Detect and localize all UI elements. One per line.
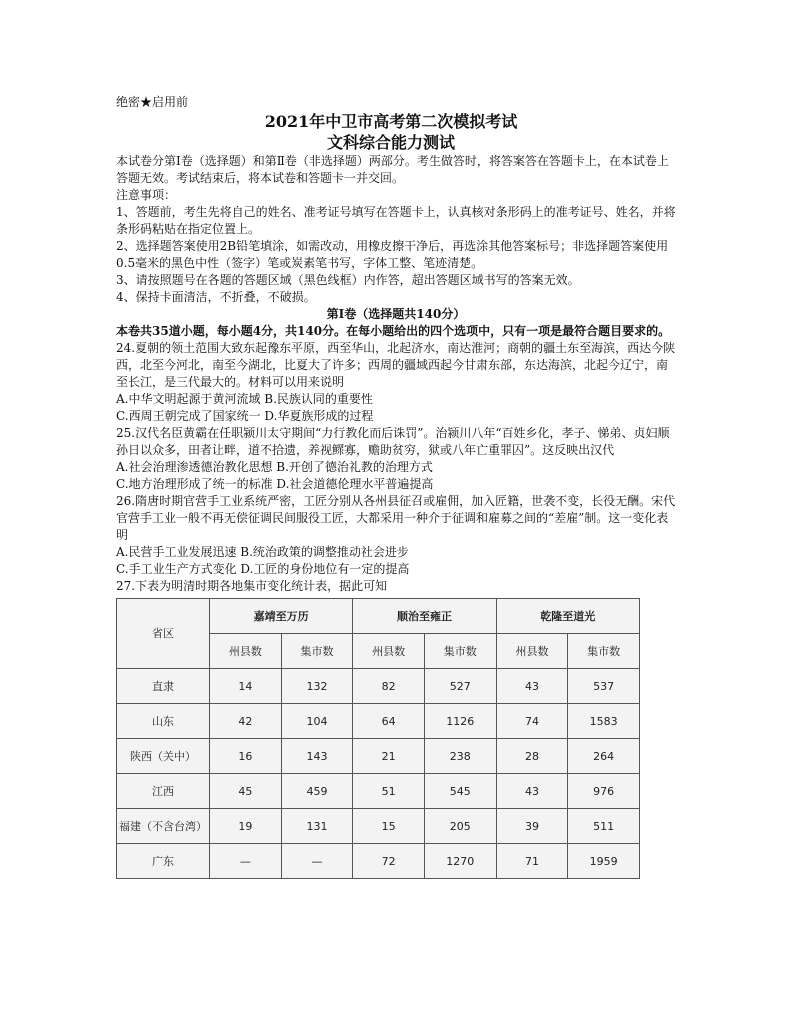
table-subheader: 州县数 bbox=[353, 634, 425, 669]
question-24-option: C.西周王朝完成了国家统一 D.华夏族形成的过程 bbox=[116, 409, 374, 423]
table-cell: 1126 bbox=[424, 704, 496, 739]
table-cell: 15 bbox=[353, 809, 425, 844]
table-cell-province: 山东 bbox=[117, 704, 210, 739]
notice-item: 1、答题前，考生先将自己的姓名、准考证号填写在答题卡上，认真核对条形码上的准考证号、姓名，并将条形码粘贴在指定位置上。 bbox=[116, 205, 676, 236]
notice-title: 注意事项： bbox=[116, 188, 177, 202]
instructions-intro: 本试卷分第Ⅰ卷（选择题）和第Ⅱ卷（非选择题）两部分。考生做答时，将答案答在答题卡上，在本试卷上答题无效。考试结束后，将本试卷和答题卡一并交回。 bbox=[116, 154, 669, 185]
question-26-option: A.民营手工业发展迅速 B.统治政策的调整推动社会进步 bbox=[116, 545, 409, 559]
table-cell: 1583 bbox=[568, 704, 640, 739]
table-cell: 39 bbox=[496, 809, 568, 844]
question-26-option: C.手工业生产方式变化 D.工匠的身份地位有一定的提高 bbox=[116, 562, 410, 576]
table-cell: 545 bbox=[424, 774, 496, 809]
table-subheader: 州县数 bbox=[496, 634, 568, 669]
table-cell-province: 江西 bbox=[117, 774, 210, 809]
exam-subtitle: 文科综合能力测试 bbox=[326, 133, 455, 152]
table-cell: 132 bbox=[281, 669, 353, 704]
table-cell: 82 bbox=[353, 669, 425, 704]
notice-item: 4、保持卡面清洁，不折叠，不破损。 bbox=[116, 290, 316, 304]
table-cell: 51 bbox=[353, 774, 425, 809]
table-row bbox=[117, 844, 640, 879]
table-cell: 16 bbox=[210, 739, 282, 774]
table-cell: 42 bbox=[210, 704, 282, 739]
notice-item: 3、请按照题号在各题的答题区域（黑色线框）内作答，超出答题区域书写的答案无效。 bbox=[116, 273, 580, 287]
table-cell: 537 bbox=[568, 669, 640, 704]
table-header-province: 省区 bbox=[117, 599, 210, 669]
table-cell-province: 陕西（关中） bbox=[117, 739, 210, 774]
table-cell: 43 bbox=[496, 774, 568, 809]
table-header-period: 顺治至雍正 bbox=[353, 599, 496, 634]
market-statistics-table bbox=[116, 598, 640, 879]
table-cell: 1270 bbox=[424, 844, 496, 879]
table-subheader: 州县数 bbox=[210, 634, 282, 669]
table-cell: 72 bbox=[353, 844, 425, 879]
table-cell: 238 bbox=[424, 739, 496, 774]
exam-content bbox=[116, 94, 676, 879]
table-row bbox=[117, 739, 640, 774]
table-cell: 131 bbox=[281, 809, 353, 844]
table-cell: 19 bbox=[210, 809, 282, 844]
table-row bbox=[117, 774, 640, 809]
question-25-stem: 25.汉代名臣黄霸在任职颍川太守期间“力行教化而后诛罚”。治颍川八年“百姓乡化，孝子、悌弟、贞妇顺孙日以众多，田者让畔，道不拾遗，养视鳏寡，赡助贫穷，狱或八年亡重罪囚”。这反映出汉代 bbox=[116, 426, 670, 457]
question-24-option: A.中华文明起源于黄河流域 B.民族认同的重要性 bbox=[116, 392, 373, 406]
table-cell-province: 福建（不含台湾） bbox=[117, 809, 210, 844]
table-cell: 976 bbox=[568, 774, 640, 809]
table-cell-province: 直隶 bbox=[117, 669, 210, 704]
table-cell: 264 bbox=[568, 739, 640, 774]
exam-title: 2021年中卫市高考第二次模拟考试 bbox=[264, 112, 518, 131]
table-cell: 43 bbox=[496, 669, 568, 704]
section-description: 本卷共35道小题，每小题4分，共140分。在每小题给出的四个选项中，只有一项是最符合题目要求的。 bbox=[116, 324, 671, 338]
table-cell-province: 广东 bbox=[117, 844, 210, 879]
table-cell: — bbox=[210, 844, 282, 879]
table-cell: — bbox=[281, 844, 353, 879]
table-cell: 21 bbox=[353, 739, 425, 774]
question-27-stem: 27.下表为明清时期各地集市变化统计表，据此可知 bbox=[116, 579, 388, 593]
table-cell: 1959 bbox=[568, 844, 640, 879]
question-26-stem: 26.隋唐时期官营手工业系统严密，工匠分别从各州县征召或雇佣，加入匠籍，世袭不变，长役无酬。宋代官营手工业一般不再无偿征调民间服役工匠，大都采用一种介于征调和雇募之间的“差雇”制。这一变化表明 bbox=[116, 494, 676, 542]
question-24-stem: 24.夏朝的领土范围大致东起豫东平原，西至华山，北起济水，南达淮河；商朝的疆土东至海滨，西达今陕西，北至今河北，南至今湖北，比夏大了许多；西周的疆域西起今甘肃东部，东达海滨，北起今辽宁，南至长江，是三代最大的。材料可以用来说明 bbox=[116, 341, 676, 389]
table-cell: 104 bbox=[281, 704, 353, 739]
question-25-option: C.地方治理形成了统一的标准 D.社会道德伦理水平普遍提高 bbox=[116, 477, 434, 491]
table-subheader: 集市数 bbox=[568, 634, 640, 669]
question-25-option: A.社会治理渗透德治教化思想 B.开创了德治礼教的治理方式 bbox=[116, 460, 433, 474]
notice-item: 2、选择题答案使用2B铅笔填涂，如需改动，用橡皮擦干净后，再选涂其他答案标号；非选择题答案使用0.5毫米的黑色中性（签字）笔或炭素笔书写，字体工整、笔迹清楚。 bbox=[116, 239, 669, 270]
table-row bbox=[117, 669, 640, 704]
table-cell: 143 bbox=[281, 739, 353, 774]
table-cell: 205 bbox=[424, 809, 496, 844]
table-cell: 28 bbox=[496, 739, 568, 774]
table-subheader: 集市数 bbox=[424, 634, 496, 669]
table-row bbox=[117, 704, 640, 739]
table-cell: 45 bbox=[210, 774, 282, 809]
table-cell: 74 bbox=[496, 704, 568, 739]
table-subheader: 集市数 bbox=[281, 634, 353, 669]
table-cell: 511 bbox=[568, 809, 640, 844]
table-header-period: 乾隆至道光 bbox=[496, 599, 639, 634]
table-cell: 459 bbox=[281, 774, 353, 809]
table-cell: 14 bbox=[210, 669, 282, 704]
table-cell: 527 bbox=[424, 669, 496, 704]
table-header-period: 嘉靖至万历 bbox=[210, 599, 353, 634]
section-title: 第Ⅰ卷（选择题共140分） bbox=[326, 307, 466, 321]
confidential-label: 绝密★启用前 bbox=[116, 95, 189, 109]
table-row bbox=[117, 809, 640, 844]
table-cell: 71 bbox=[496, 844, 568, 879]
table-cell: 64 bbox=[353, 704, 425, 739]
